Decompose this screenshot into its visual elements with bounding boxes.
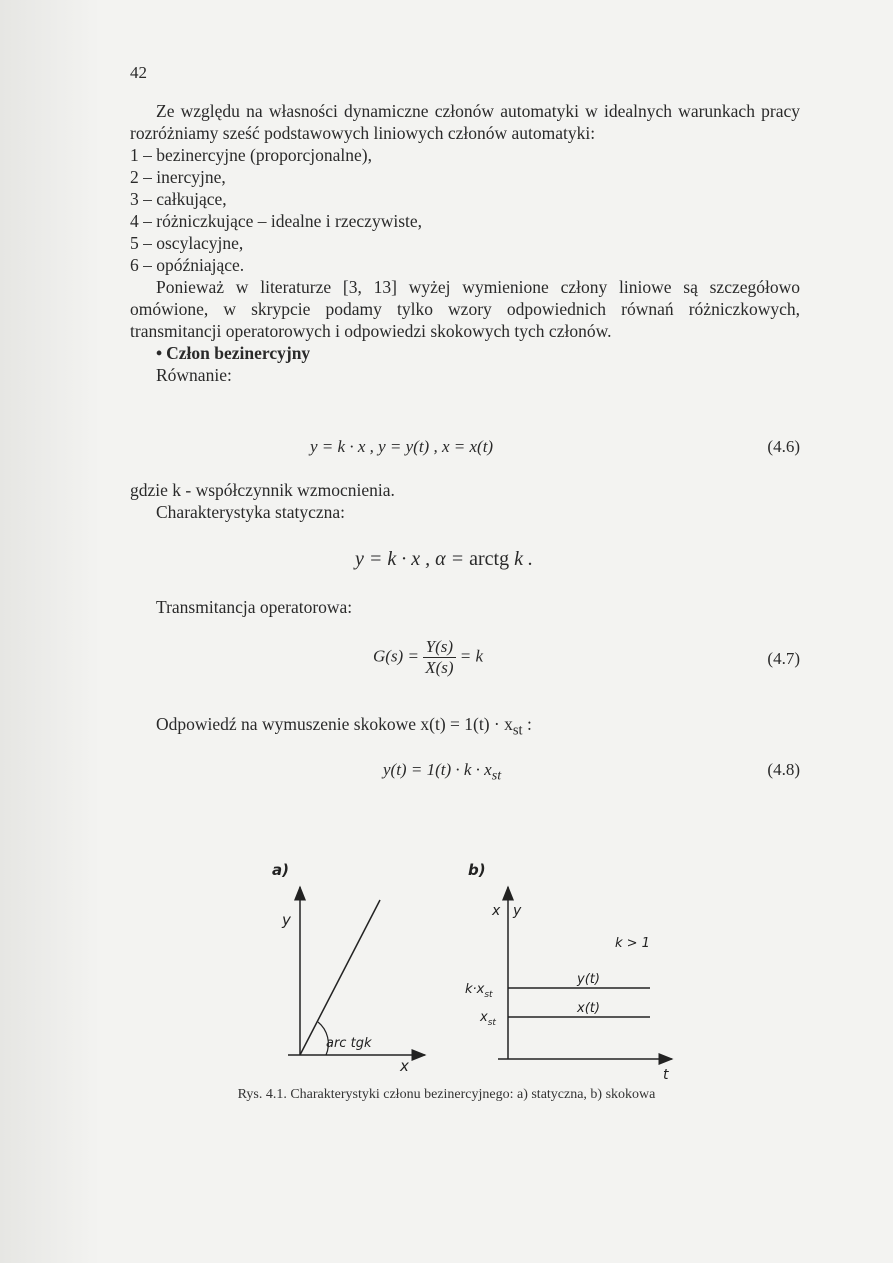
list-item: 1 – bezinercyjne (proporcjonalne), bbox=[130, 145, 372, 165]
b-condition: k > 1 bbox=[615, 936, 650, 951]
a-x-label: x bbox=[400, 1057, 409, 1075]
panel-a-label: a) bbox=[272, 861, 289, 879]
transfer-label: Transmitancja operatorowa: bbox=[156, 597, 353, 617]
list-item: 2 – inercyjne, bbox=[130, 167, 226, 187]
paragraph-2: Ponieważ w literaturze [3, 13] wyżej wymienione człony liniowe są szczegółowo omówione, w skrypcie podamy tylko wzory odpowiednich równań różniczkowych, transmitancji operatorowych i odpowiedzi skokowych tych członów. bbox=[130, 277, 800, 341]
page-number: 42 bbox=[130, 63, 147, 82]
equation-number-4-7: (4.7) bbox=[767, 649, 800, 668]
b-axis-x-label: x bbox=[492, 903, 501, 919]
list-item: 5 – oscylacyjne, bbox=[130, 233, 244, 253]
equation-4-8: $y(t) = 1(t) \cdot k \cdot x_{st}$ bbox=[383, 760, 502, 784]
panel-b-label: b) bbox=[468, 861, 486, 879]
page-shadow bbox=[0, 0, 100, 1263]
b-xt-label: x(t) bbox=[577, 1001, 600, 1016]
figure-caption: Rys. 4.1. Charakterystyki członu bezinercyjnego: a) statyczna, b) skokowa bbox=[237, 1087, 656, 1102]
equation-number-4-8: (4.8) bbox=[767, 760, 800, 779]
b-t-label: t bbox=[663, 1067, 669, 1083]
body-text bbox=[130, 100, 800, 386]
figure-4-1 bbox=[260, 855, 680, 1085]
b-yt-label: y(t) bbox=[577, 972, 600, 987]
section-title: • Człon bezinercyjny bbox=[156, 343, 311, 363]
static-equation: y = k · x , α = arctg k . bbox=[355, 548, 533, 570]
a-y-label: y bbox=[282, 911, 291, 929]
list-item: 4 – różniczkujące – idealne i rzeczywiste, bbox=[130, 211, 423, 231]
intro-paragraph: Ze względu na własności dynamiczne członów automatyki w idealnych warunkach pracy rozróżniamy sześć podstawowych liniowych członów automatyki: bbox=[130, 101, 800, 143]
a-characteristic-line bbox=[300, 900, 380, 1055]
step-label: Odpowiedź na wymuszenie skokowe $x(t) = 1(t) \cdot x_{st}$ : bbox=[156, 714, 532, 739]
list-item: 3 – całkujące, bbox=[130, 189, 227, 209]
a-angle-label: arc tgk bbox=[326, 1036, 372, 1051]
static-label: Charakterystyka statyczna: bbox=[156, 502, 346, 522]
gdzie-line: gdzie k - współczynnik wzmocnienia. bbox=[130, 480, 395, 500]
list-item: 6 – opóźniające. bbox=[130, 255, 245, 275]
equation-number-4-6: (4.6) bbox=[767, 437, 800, 456]
section-title-text: Człon bezinercyjny bbox=[166, 343, 311, 363]
equation-4-7: G(s) = $\frac{Y(s)}{X(s)}$ = k bbox=[373, 637, 484, 677]
b-x-label: $x_{st}$ bbox=[480, 1010, 496, 1028]
b-kx-label: $k\cdot x_{st}$ bbox=[465, 982, 493, 1000]
equation-4-6: y = k · x , y = y(t) , x = x(t) bbox=[310, 437, 494, 456]
b-axis-y-label: y bbox=[513, 903, 522, 919]
equation-label: Równanie: bbox=[156, 365, 232, 385]
